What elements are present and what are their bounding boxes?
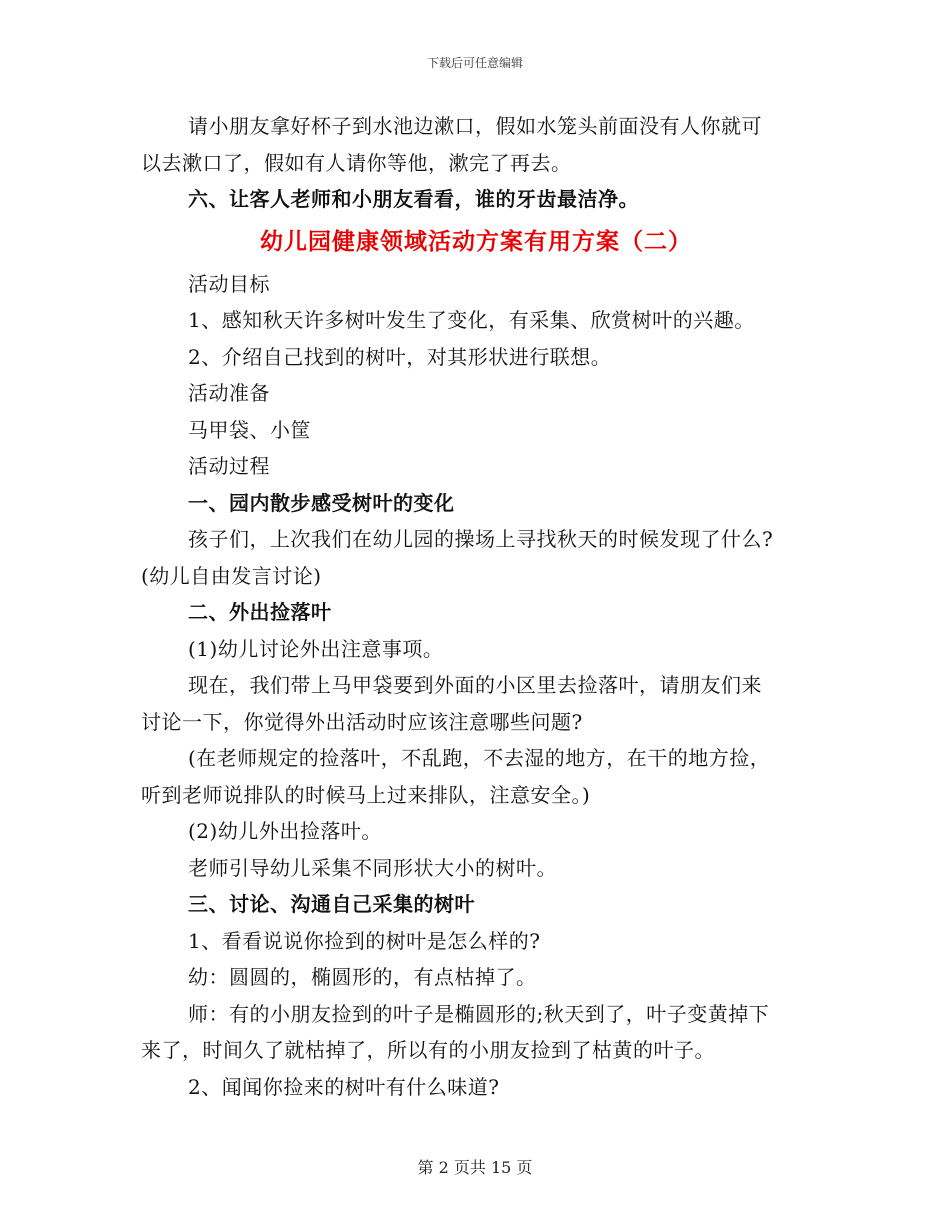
paragraph-line: 以去漱口了，假如有人请你等他，漱完了再去。: [141, 150, 572, 175]
list-item: 1、看看说说你捡到的树叶是怎么样的?: [188, 928, 541, 953]
section-heading: 二、外出捡落叶: [188, 600, 332, 624]
page-footer: 第 2 页共 15 页: [417, 1158, 533, 1177]
page-header: 下载后可任意编辑: [426, 56, 523, 70]
paragraph-line: 来了，时间久了就枯掉了，所以有的小朋友捡到了枯黄的叶子。: [141, 1038, 715, 1062]
section-heading: 一、园内散步感受树叶的变化: [188, 490, 455, 515]
paragraph-line: 听到老师说排队的时候马上过来排队，注意安全。): [141, 782, 591, 807]
list-item: (2)幼儿外出捡落叶。: [188, 819, 382, 843]
paragraph-line: 孩子们，上次我们在幼儿园的操场上寻找秋天的时候发现了什么?: [188, 527, 774, 551]
paragraph-line: 师：有的小朋友捡到的叶子是椭圆形的;秋天到了，叶子变黄掉下: [188, 1001, 770, 1026]
section-heading: 六、让客人老师和小朋友看看，谁的牙齿最洁净。: [188, 187, 639, 211]
list-item: 2、介绍自己找到的树叶，对其形状进行联想。: [188, 344, 612, 369]
list-item: (1)幼儿讨论外出注意事项。: [188, 636, 444, 661]
document-title: 幼儿园健康领域活动方案有用方案（二）: [260, 227, 692, 255]
paragraph-line: (幼儿自由发言讨论): [141, 563, 322, 588]
paragraph-line: 请小朋友拿好杯子到水池边漱口，假如水笼头前面没有人你就可: [188, 114, 762, 138]
paragraph-line: 老师引导幼儿采集不同形状大小的树叶。: [188, 855, 557, 880]
paragraph-line: 马甲袋、小筐: [188, 417, 311, 442]
list-item: 2、闻闻你捡来的树叶有什么味道?: [188, 1074, 500, 1099]
section-label: 活动目标: [188, 271, 270, 296]
list-item: 1、感知秋天许多树叶发生了变化，有采集、欣赏树叶的兴趣。: [188, 308, 755, 332]
paragraph-line: 讨论一下，你觉得外出活动时应该注意哪些问题?: [141, 709, 583, 734]
section-heading: 三、讨论、沟通自己采集的树叶: [188, 892, 475, 916]
paragraph-line: 幼：圆圆的，椭圆形的，有点枯掉了。: [188, 965, 537, 989]
paragraph-line: 现在，我们带上马甲袋要到外面的小区里去捡落叶，请朋友们来: [188, 673, 762, 697]
paragraph-line: (在老师规定的捡落叶，不乱跑，不去湿的地方，在干的地方捡，: [188, 746, 771, 770]
section-label: 活动过程: [188, 454, 270, 478]
section-label: 活动准备: [188, 381, 270, 405]
document-content: [141, 108, 811, 1105]
